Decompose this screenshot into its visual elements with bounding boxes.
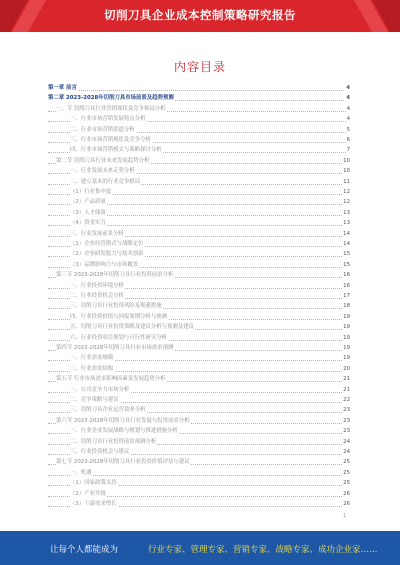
toc-entry[interactable] [48, 178, 350, 187]
toc-entry-page: 16 [343, 272, 350, 279]
toc-entry-label: 第五节 行业市场需求影响因素及发展趋势分析 [56, 376, 166, 383]
toc-entry-label: （3）下游需求增长 [70, 501, 117, 507]
toc-entry-label: （1）企业经营模式与战略定位 [70, 241, 144, 247]
toc-entry-label: 二、行业市场营销渠道分析 [70, 126, 135, 133]
toc-entry[interactable] [48, 198, 350, 207]
toc-entry[interactable] [48, 365, 350, 374]
toc-entry-page: 7 [346, 147, 350, 154]
toc-entry-label: 六、行业投资项目规划与可行性研究分析 [70, 334, 168, 341]
toc-entry-page: 26 [343, 490, 350, 497]
toc-entry-label: （2）产业升级 [70, 490, 106, 497]
toc-entry[interactable] [48, 438, 350, 447]
toc-entry[interactable] [48, 354, 350, 363]
toc-entry-page: 19 [343, 313, 350, 320]
toc-entry[interactable] [48, 136, 350, 145]
toc-entry[interactable] [48, 219, 350, 228]
toc-entry[interactable] [48, 323, 350, 332]
toc-entry-label: （4）资金实力 [70, 220, 106, 227]
toc-entry-page: 25 [343, 469, 350, 476]
toc-entry-label: 四、行业投资价值与回报周期分析与预测 [70, 313, 168, 320]
toc-entry-page: 4 [346, 105, 350, 112]
toc-entry-label: 三、切削刀具企业运营效率分析 [70, 407, 146, 414]
toc-entry-label: （3）人才储备 [70, 209, 106, 216]
toc-entry-page: 13 [343, 209, 350, 216]
toc-entry[interactable] [48, 188, 350, 197]
toc-entry[interactable] [48, 126, 350, 135]
toc-entry-page: 4 [346, 95, 350, 102]
toc-entry-label: 一、行业市场营销发展特点分析 [70, 116, 146, 123]
toc-entry-page: 19 [343, 345, 350, 351]
toc-entry-page: 13 [343, 220, 350, 227]
toc-entry[interactable] [48, 490, 350, 499]
toc-entry-label: 四、行业市场营销模式与策略探讨分析 [70, 147, 162, 154]
toc-entry-label: 一、行业需求规模 [70, 355, 114, 362]
toc-entry-page: 4 [346, 116, 350, 123]
toc-entry-label: 二、行业需求结构 [70, 365, 114, 372]
toc-entry-label: （2）企业研发能力与技术创新 [70, 251, 144, 258]
toc-entry-page: 12 [343, 189, 350, 195]
toc-entry[interactable] [48, 302, 350, 311]
toc-entry-page: 11 [343, 178, 350, 185]
toc-entry-page: 17 [343, 293, 350, 299]
toc-entry[interactable] [48, 230, 350, 239]
toc-entry[interactable] [48, 448, 350, 457]
toc-entry-page: 21 [343, 376, 350, 383]
toc-entry-page: 12 [343, 199, 350, 206]
toc-entry-page: 10 [343, 168, 350, 175]
toc-entry[interactable] [48, 209, 350, 218]
toc-entry-page: 14 [343, 241, 350, 247]
toc-entry-page: 25 [343, 459, 350, 466]
toc-entry[interactable] [48, 105, 350, 114]
toc-entry-page: 14 [343, 230, 350, 237]
toc-entry-label: 第七节 2023-2028年切削刀具行业投资价值评估与建议 [56, 459, 190, 466]
toc-entry-label: 一、公司竞争力市场分析 [70, 386, 130, 393]
toc-entry-label: 三、行业发展前景分析 [70, 230, 124, 237]
toc-entry-page: 23 [343, 417, 350, 424]
toc-entry-label: 三、行业市场营销现状及竞争分析 [70, 137, 151, 143]
toc-entry-label: 第二节 切削刀具行业未来发展趋势分析 [56, 157, 150, 164]
toc-entry[interactable] [48, 157, 350, 166]
toc-entry-page: 26 [343, 501, 350, 507]
toc-leader-dots [48, 90, 346, 91]
toc-entry[interactable] [48, 115, 350, 124]
toc-entry-page: 15 [343, 261, 350, 268]
toc-entry-label: （3）品牌影响力与市场覆盖 [70, 261, 139, 268]
toc-entry-page: 5 [346, 126, 350, 133]
toc-entry[interactable] [48, 84, 350, 93]
toc-entry[interactable] [48, 313, 350, 322]
toc-entry-label: 第一章 前言 [48, 85, 77, 91]
toc-entry-page: 21 [343, 386, 350, 393]
toc-entry-page: 16 [343, 282, 350, 289]
toc-entry-page: 23 [343, 428, 350, 435]
toc-entry-label: 五、切削刀具行业投资策略及建议分析与预测及建议 [70, 324, 194, 331]
toc-entry[interactable] [48, 458, 350, 467]
toc-entry-page: 20 [343, 365, 350, 372]
toc-entry-label: 第四节 2023-2028年切削刀具行业市场需求预测 [56, 345, 174, 351]
toc-entry-label: 一、机遇 [70, 469, 92, 476]
toc-entry[interactable] [48, 334, 350, 343]
toc-entry-label: 二、行业投资机会分析 [70, 293, 124, 299]
toc-entry-page: 22 [343, 397, 350, 403]
toc-entry[interactable] [48, 417, 350, 426]
toc-entry[interactable] [48, 250, 350, 259]
page-number: 1 [343, 513, 347, 519]
toc-entry[interactable] [48, 282, 350, 291]
toc-entry[interactable] [48, 479, 350, 488]
toc-entry[interactable] [48, 406, 350, 415]
toc-entry-label: 第二章 2023-2028年切削刀具市场前景及趋势预测 [48, 95, 174, 102]
footer-slogan: 让每个人都能成为 [50, 545, 119, 555]
report-title: 切削刀具企业成本控制策略研究报告 [104, 8, 296, 22]
toc-entry[interactable] [48, 240, 350, 249]
toc-entry[interactable] [48, 427, 350, 436]
toc-entry-page: 19 [343, 355, 350, 362]
toc-entry[interactable] [48, 500, 350, 509]
toc-entry-label: 二、切削刀具行业投资前景预测分析 [70, 438, 157, 445]
toc-entry[interactable] [48, 386, 350, 395]
toc-entry-label: 三、行业投资机会与建议 [70, 449, 130, 455]
toc-entry-label: （1）行业集中度 [70, 189, 112, 195]
table-of-contents [48, 84, 350, 514]
toc-entry-label: 第六节 2023-2028年切削刀具行业发展与投资前景分析 [56, 417, 190, 424]
toc-entry-label: 一、行业投资环境分析 [70, 282, 124, 289]
toc-entry-label: 第三节 2023-2028年切削刀具行业投资前景分析 [56, 272, 174, 279]
toc-entry[interactable] [48, 292, 350, 301]
toc-entry[interactable] [48, 271, 350, 280]
toc-entry-label: （2）产品质量 [70, 199, 106, 206]
toc-entry-page: 23 [343, 407, 350, 414]
toc-entry[interactable] [48, 146, 350, 155]
toc-entry-page: 10 [343, 157, 350, 164]
toc-entry-page: 4 [346, 85, 350, 91]
toc-entry-page: 24 [343, 438, 350, 445]
toc-entry-label: 一、行业发展未来走势分析 [70, 168, 135, 175]
toc-entry-page: 24 [343, 449, 350, 455]
toc-entry-label: 一、行业企业发展战略与规划与推进措施分析 [70, 428, 178, 435]
toc-entry-page: 19 [343, 334, 350, 341]
toc-entry-label: （1）国家政策支持 [70, 480, 117, 487]
toc-entry-page: 18 [343, 303, 350, 310]
toc-entry[interactable] [48, 167, 350, 176]
toc-entry-page: 19 [343, 324, 350, 331]
toc-entry-label: 二、竞争策略与建议 [70, 397, 119, 403]
toc-entry-page: 6 [346, 137, 350, 143]
toc-entry-label: 三、切削刀具行业投资风险及规避措施 [70, 303, 162, 310]
toc-entry-page: 15 [343, 251, 350, 258]
footer-tagline: 行业专家、管理专家、营销专家、战略专家、成功企业家…… [148, 545, 378, 555]
toc-entry[interactable] [48, 396, 350, 405]
toc-entry[interactable] [48, 344, 350, 353]
toc-entry[interactable] [48, 375, 350, 384]
toc-entry[interactable] [48, 469, 350, 478]
toc-entry[interactable] [48, 94, 350, 103]
toc-entry-page: 25 [343, 480, 350, 487]
toc-entry[interactable] [48, 261, 350, 270]
header-bar [0, 0, 400, 32]
toc-title: 内容目录 [173, 60, 226, 74]
toc-entry-label: 二、建立基本的行业竞争格局 [70, 178, 141, 185]
toc-entry-label: 一、节 切削刀具行业营销现状及竞争格局分析 [56, 105, 166, 112]
